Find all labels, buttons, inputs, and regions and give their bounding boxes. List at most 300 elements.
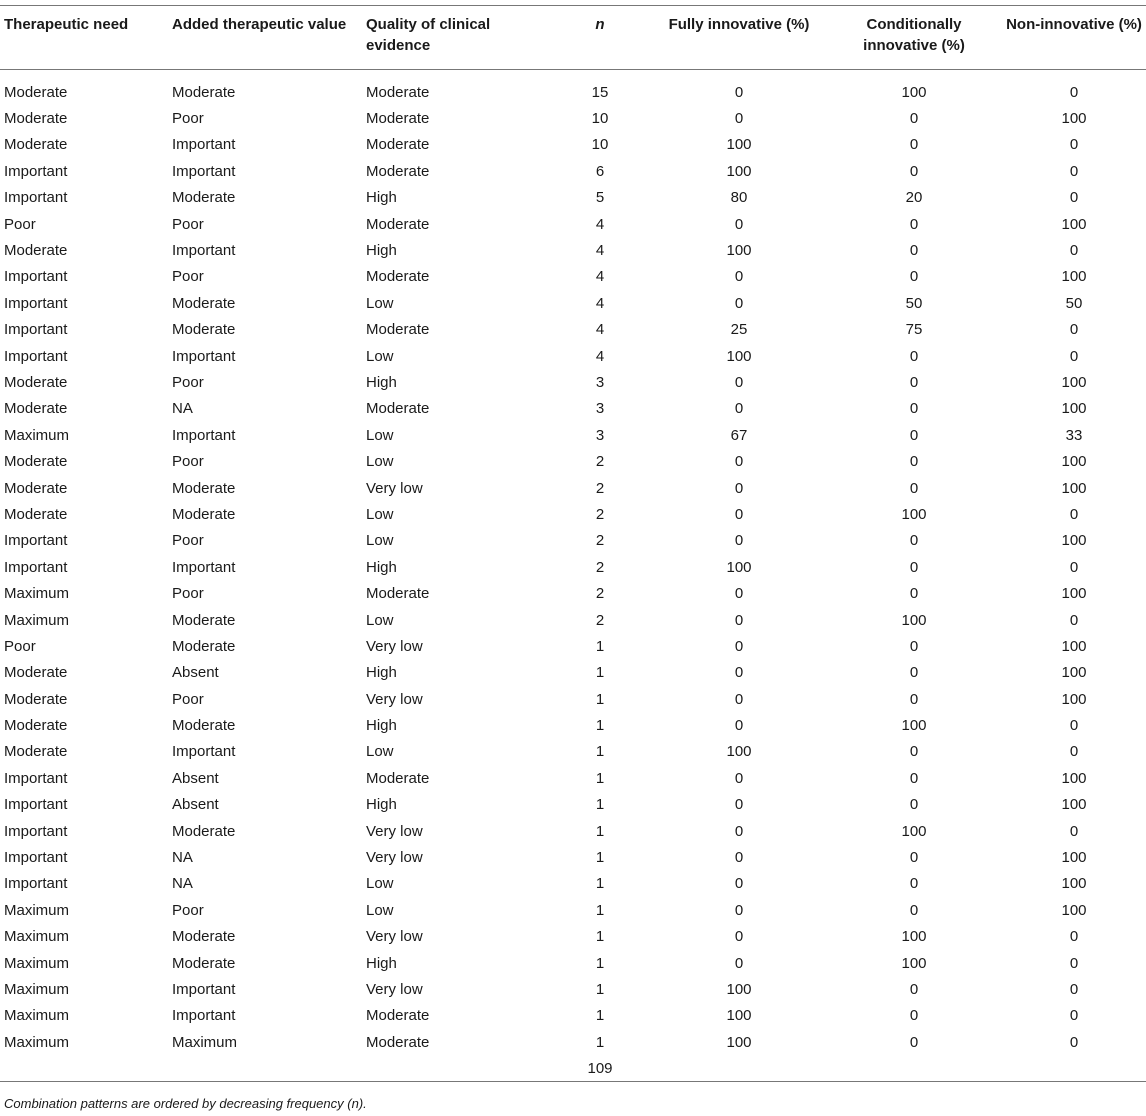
cell-n: 1 [595, 796, 605, 814]
cell-non: 100 [1061, 373, 1087, 391]
cell-quality: Low [366, 453, 394, 471]
cell-added-value: Poor [172, 373, 204, 391]
cell-conditionally: 0 [909, 690, 919, 708]
table-row [0, 1003, 1146, 1029]
cell-added-value: Moderate [172, 637, 236, 655]
table-row [0, 712, 1146, 738]
table-row [0, 924, 1146, 950]
cell-therapeutic-need: Important [4, 849, 68, 867]
cell-fully: 0 [734, 637, 744, 655]
cell-n: 1 [595, 1033, 605, 1051]
cell-therapeutic-need: Moderate [4, 136, 68, 154]
cell-non: 0 [1069, 1033, 1079, 1051]
table-row [0, 132, 1146, 158]
cell-conditionally: 0 [909, 585, 919, 603]
cell-n: 6 [595, 162, 605, 180]
cell-non: 0 [1069, 743, 1079, 761]
cell-non: 33 [1065, 426, 1083, 444]
cell-fully: 0 [734, 664, 744, 682]
cell-therapeutic-need: Moderate [4, 479, 68, 497]
cell-non: 100 [1061, 796, 1087, 814]
cell-non: 0 [1069, 162, 1079, 180]
table-row [0, 158, 1146, 184]
cell-n: 1 [595, 743, 605, 761]
cell-n: 1 [595, 954, 605, 972]
table-row [0, 528, 1146, 554]
cell-non: 100 [1061, 875, 1087, 893]
cell-therapeutic-need: Moderate [4, 242, 68, 260]
header-non-innovative: Non-innovative (%) [1006, 16, 1142, 33]
cell-added-value: Poor [172, 268, 204, 286]
cell-quality: Moderate [366, 400, 430, 418]
cell-therapeutic-need: Important [4, 558, 68, 576]
cell-n: 2 [595, 505, 605, 523]
cell-n: 4 [595, 321, 605, 339]
cell-fully: 25 [730, 321, 748, 339]
cell-n: 1 [595, 690, 605, 708]
table-row [0, 1029, 1146, 1055]
cell-quality: High [366, 717, 397, 735]
cell-n: 2 [595, 479, 605, 497]
header-added-therapeutic-value: Added therapeutic value [172, 16, 347, 33]
cell-non: 100 [1061, 690, 1087, 708]
cell-quality: Very low [366, 479, 423, 497]
cell-conditionally: 0 [909, 110, 919, 128]
cell-conditionally: 100 [901, 928, 927, 946]
cell-added-value: Moderate [172, 505, 236, 523]
cell-quality: High [366, 664, 397, 682]
cell-added-value: Important [172, 136, 236, 154]
cell-non: 50 [1065, 294, 1083, 312]
cell-conditionally: 100 [901, 611, 927, 629]
empty-cell [168, 1055, 362, 1082]
cell-n: 3 [595, 400, 605, 418]
cell-quality: Moderate [366, 585, 430, 603]
cell-fully: 0 [734, 901, 744, 919]
cell-quality: Very low [366, 637, 423, 655]
table-row [0, 475, 1146, 501]
cell-fully: 0 [734, 849, 744, 867]
cell-therapeutic-need: Important [4, 294, 68, 312]
table-row [0, 396, 1146, 422]
table-footnote: Combination patterns are ordered by decreasing frequency (n). [4, 1096, 367, 1111]
cell-non: 0 [1069, 505, 1079, 523]
cell-non: 0 [1069, 136, 1079, 154]
header-fully-innovative: Fully innovative (%) [668, 16, 810, 33]
cell-non: 100 [1061, 215, 1087, 233]
cell-n: 1 [595, 901, 605, 919]
table-row [0, 765, 1146, 791]
cell-n: 4 [595, 347, 605, 365]
cell-quality: Low [366, 294, 394, 312]
cell-non: 100 [1061, 769, 1087, 787]
empty-cell [0, 1055, 168, 1082]
cell-non: 0 [1069, 1007, 1079, 1025]
cell-fully: 0 [734, 479, 744, 497]
cell-conditionally: 20 [905, 189, 923, 207]
cell-non: 0 [1069, 347, 1079, 365]
cell-conditionally: 0 [909, 532, 919, 550]
empty-cell [652, 1055, 826, 1082]
table-row [0, 897, 1146, 923]
cell-therapeutic-need: Maximum [4, 426, 70, 444]
cell-non: 0 [1069, 558, 1079, 576]
cell-non: 100 [1061, 268, 1087, 286]
cell-fully: 0 [734, 769, 744, 787]
table-row [0, 369, 1146, 395]
cell-fully: 100 [726, 980, 752, 998]
cell-therapeutic-need: Maximum [4, 928, 70, 946]
cell-fully: 0 [734, 268, 744, 286]
cell-non: 100 [1061, 664, 1087, 682]
cell-added-value: Important [172, 162, 236, 180]
table-row [0, 70, 1146, 106]
cell-added-value: NA [172, 875, 193, 893]
cell-fully: 100 [726, 1007, 752, 1025]
cell-added-value: Poor [172, 215, 204, 233]
cell-therapeutic-need: Important [4, 875, 68, 893]
cell-n: 1 [595, 769, 605, 787]
cell-fully: 0 [734, 505, 744, 523]
cell-fully: 0 [734, 373, 744, 391]
cell-conditionally: 0 [909, 743, 919, 761]
cell-fully: 0 [734, 400, 744, 418]
cell-fully: 0 [734, 611, 744, 629]
cell-quality: Low [366, 426, 394, 444]
cell-n: 3 [595, 426, 605, 444]
cell-conditionally: 0 [909, 453, 919, 471]
cell-quality: Very low [366, 822, 423, 840]
cell-n: 10 [591, 136, 609, 154]
cell-fully: 0 [734, 532, 744, 550]
header-therapeutic-need: Therapeutic need [4, 16, 129, 33]
cell-therapeutic-need: Poor [4, 215, 36, 233]
cell-added-value: Poor [172, 901, 204, 919]
cell-therapeutic-need: Maximum [4, 954, 70, 972]
cell-therapeutic-need: Important [4, 189, 68, 207]
cell-non: 0 [1069, 189, 1079, 207]
cell-fully: 0 [734, 928, 744, 946]
cell-non: 100 [1061, 901, 1087, 919]
cell-added-value: Poor [172, 690, 204, 708]
cell-quality: Moderate [366, 83, 430, 101]
cell-quality: Moderate [366, 215, 430, 233]
cell-n: 1 [595, 717, 605, 735]
table-row [0, 317, 1146, 343]
cell-n: 1 [595, 637, 605, 655]
cell-non: 0 [1069, 928, 1079, 946]
cell-added-value: Important [172, 242, 236, 260]
cell-fully: 0 [734, 796, 744, 814]
table-row [0, 422, 1146, 448]
cell-conditionally: 75 [905, 321, 923, 339]
table-row [0, 264, 1146, 290]
cell-therapeutic-need: Maximum [4, 1033, 70, 1051]
cell-conditionally: 100 [901, 505, 927, 523]
cell-n: 1 [595, 664, 605, 682]
cell-therapeutic-need: Moderate [4, 400, 68, 418]
cell-conditionally: 0 [909, 769, 919, 787]
cell-therapeutic-need: Important [4, 769, 68, 787]
cell-therapeutic-need: Maximum [4, 1007, 70, 1025]
cell-added-value: Important [172, 743, 236, 761]
cell-fully: 0 [734, 954, 744, 972]
cell-non: 100 [1061, 585, 1087, 603]
cell-conditionally: 0 [909, 875, 919, 893]
cell-n: 4 [595, 294, 605, 312]
cell-added-value: Important [172, 980, 236, 998]
cell-fully: 0 [734, 875, 744, 893]
cell-conditionally: 50 [905, 294, 923, 312]
table-row [0, 501, 1146, 527]
cell-conditionally: 0 [909, 242, 919, 260]
cell-fully: 0 [734, 453, 744, 471]
table-row [0, 818, 1146, 844]
cell-n: 1 [595, 980, 605, 998]
cell-therapeutic-need: Moderate [4, 505, 68, 523]
cell-conditionally: 0 [909, 479, 919, 497]
cell-quality: High [366, 954, 397, 972]
cell-conditionally: 0 [909, 1033, 919, 1051]
cell-added-value: Moderate [172, 717, 236, 735]
cell-therapeutic-need: Poor [4, 637, 36, 655]
empty-cell [826, 1055, 1002, 1082]
cell-added-value: Moderate [172, 954, 236, 972]
cell-conditionally: 0 [909, 637, 919, 655]
cell-fully: 0 [734, 690, 744, 708]
cell-n: 10 [591, 110, 609, 128]
cell-added-value: Poor [172, 453, 204, 471]
cell-n: 3 [595, 373, 605, 391]
cell-therapeutic-need: Moderate [4, 664, 68, 682]
cell-added-value: Moderate [172, 928, 236, 946]
header-row [0, 6, 1146, 70]
cell-added-value: Maximum [172, 1033, 238, 1051]
cell-therapeutic-need: Moderate [4, 453, 68, 471]
cell-therapeutic-need: Moderate [4, 83, 68, 101]
cell-fully: 100 [726, 558, 752, 576]
table-row [0, 607, 1146, 633]
cell-therapeutic-need: Moderate [4, 743, 68, 761]
cell-quality: High [366, 558, 397, 576]
cell-conditionally: 100 [901, 954, 927, 972]
cell-non: 100 [1061, 453, 1087, 471]
table-row [0, 950, 1146, 976]
cell-quality: Low [366, 901, 394, 919]
cell-quality: Very low [366, 849, 423, 867]
cell-therapeutic-need: Moderate [4, 717, 68, 735]
cell-n: 4 [595, 215, 605, 233]
cell-therapeutic-need: Important [4, 321, 68, 339]
cell-non: 100 [1061, 400, 1087, 418]
header-n: n [595, 16, 605, 33]
cell-added-value: Moderate [172, 611, 236, 629]
cell-added-value: NA [172, 849, 193, 867]
cell-conditionally: 0 [909, 426, 919, 444]
cell-added-value: Absent [172, 664, 219, 682]
cell-n: 4 [595, 242, 605, 260]
cell-added-value: Important [172, 1007, 236, 1025]
cell-n: 2 [595, 611, 605, 629]
cell-therapeutic-need: Moderate [4, 690, 68, 708]
cell-non: 0 [1069, 954, 1079, 972]
cell-quality: Moderate [366, 769, 430, 787]
cell-therapeutic-need: Important [4, 268, 68, 286]
cell-conditionally: 0 [909, 162, 919, 180]
cell-quality: Moderate [366, 162, 430, 180]
table-row [0, 844, 1146, 870]
cell-conditionally: 0 [909, 215, 919, 233]
table-row [0, 554, 1146, 580]
table-row [0, 660, 1146, 686]
cell-therapeutic-need: Moderate [4, 110, 68, 128]
cell-quality: Low [366, 611, 394, 629]
cell-added-value: Absent [172, 769, 219, 787]
cell-fully: 100 [726, 242, 752, 260]
cell-non: 0 [1069, 83, 1079, 101]
cell-conditionally: 0 [909, 980, 919, 998]
cell-quality: High [366, 373, 397, 391]
cell-conditionally: 0 [909, 558, 919, 576]
total-n: 109 [587, 1059, 613, 1077]
cell-non: 0 [1069, 717, 1079, 735]
cell-non: 0 [1069, 321, 1079, 339]
cell-non: 0 [1069, 242, 1079, 260]
cell-therapeutic-need: Important [4, 162, 68, 180]
table-row [0, 633, 1146, 659]
cell-conditionally: 0 [909, 901, 919, 919]
cell-non: 100 [1061, 532, 1087, 550]
table-row [0, 290, 1146, 316]
cell-n: 2 [595, 558, 605, 576]
cell-fully: 0 [734, 83, 744, 101]
cell-added-value: Moderate [172, 294, 236, 312]
cell-quality: Moderate [366, 110, 430, 128]
table-row [0, 871, 1146, 897]
cell-fully: 0 [734, 822, 744, 840]
cell-fully: 0 [734, 294, 744, 312]
cell-quality: Very low [366, 928, 423, 946]
cell-fully: 0 [734, 717, 744, 735]
empty-cell [362, 1055, 548, 1082]
cell-quality: Moderate [366, 1033, 430, 1051]
innovativeness-table [0, 5, 1146, 1082]
cell-added-value: Poor [172, 110, 204, 128]
cell-added-value: Moderate [172, 321, 236, 339]
cell-fully: 100 [726, 1033, 752, 1051]
cell-added-value: Poor [172, 532, 204, 550]
cell-quality: Low [366, 875, 394, 893]
cell-conditionally: 0 [909, 136, 919, 154]
table-row [0, 343, 1146, 369]
cell-conditionally: 0 [909, 268, 919, 286]
cell-conditionally: 0 [909, 400, 919, 418]
cell-fully: 100 [726, 347, 752, 365]
cell-n: 15 [591, 83, 609, 101]
cell-therapeutic-need: Important [4, 822, 68, 840]
cell-quality: High [366, 796, 397, 814]
cell-therapeutic-need: Maximum [4, 611, 70, 629]
cell-conditionally: 0 [909, 373, 919, 391]
table-row [0, 792, 1146, 818]
table-row [0, 580, 1146, 606]
cell-quality: Moderate [366, 136, 430, 154]
cell-added-value: Important [172, 426, 236, 444]
cell-quality: Low [366, 347, 394, 365]
cell-conditionally: 0 [909, 1007, 919, 1025]
table-body [0, 70, 1146, 1082]
cell-n: 1 [595, 849, 605, 867]
table-row [0, 686, 1146, 712]
cell-non: 100 [1061, 110, 1087, 128]
cell-quality: Moderate [366, 268, 430, 286]
cell-conditionally: 100 [901, 717, 927, 735]
cell-fully: 100 [726, 136, 752, 154]
cell-fully: 100 [726, 162, 752, 180]
header-quality-of-evidence: Quality of clinical evidence [366, 16, 491, 54]
cell-quality: High [366, 189, 397, 207]
cell-quality: Low [366, 743, 394, 761]
cell-therapeutic-need: Moderate [4, 373, 68, 391]
cell-added-value: Moderate [172, 479, 236, 497]
cell-quality: Very low [366, 980, 423, 998]
table-row [0, 211, 1146, 237]
cell-therapeutic-need: Important [4, 796, 68, 814]
cell-quality: Moderate [366, 1007, 430, 1025]
cell-n: 5 [595, 189, 605, 207]
empty-cell [1002, 1055, 1146, 1082]
cell-conditionally: 100 [901, 822, 927, 840]
cell-n: 1 [595, 875, 605, 893]
cell-conditionally: 0 [909, 664, 919, 682]
cell-non: 0 [1069, 822, 1079, 840]
table-row [0, 105, 1146, 131]
table-row [0, 448, 1146, 474]
cell-conditionally: 0 [909, 796, 919, 814]
cell-quality: Low [366, 505, 394, 523]
table-row [0, 976, 1146, 1002]
header-conditionally-innovative: Conditionally innovative (%) [863, 16, 965, 54]
cell-added-value: Moderate [172, 83, 236, 101]
cell-fully: 67 [730, 426, 748, 444]
cell-fully: 0 [734, 110, 744, 128]
cell-fully: 0 [734, 215, 744, 233]
cell-n: 1 [595, 928, 605, 946]
cell-quality: Low [366, 532, 394, 550]
cell-therapeutic-need: Maximum [4, 901, 70, 919]
table-row [0, 739, 1146, 765]
cell-therapeutic-need: Important [4, 532, 68, 550]
cell-n: 1 [595, 1007, 605, 1025]
cell-n: 1 [595, 822, 605, 840]
total-row [0, 1055, 1146, 1082]
cell-n: 2 [595, 532, 605, 550]
cell-therapeutic-need: Maximum [4, 980, 70, 998]
cell-added-value: NA [172, 400, 193, 418]
cell-added-value: Important [172, 347, 236, 365]
cell-added-value: Poor [172, 585, 204, 603]
cell-added-value: Absent [172, 796, 219, 814]
cell-n: 2 [595, 585, 605, 603]
table-row [0, 185, 1146, 211]
cell-fully: 100 [726, 743, 752, 761]
cell-non: 100 [1061, 849, 1087, 867]
cell-non: 100 [1061, 637, 1087, 655]
cell-quality: Very low [366, 690, 423, 708]
cell-added-value: Important [172, 558, 236, 576]
cell-quality: Moderate [366, 321, 430, 339]
cell-non: 0 [1069, 611, 1079, 629]
